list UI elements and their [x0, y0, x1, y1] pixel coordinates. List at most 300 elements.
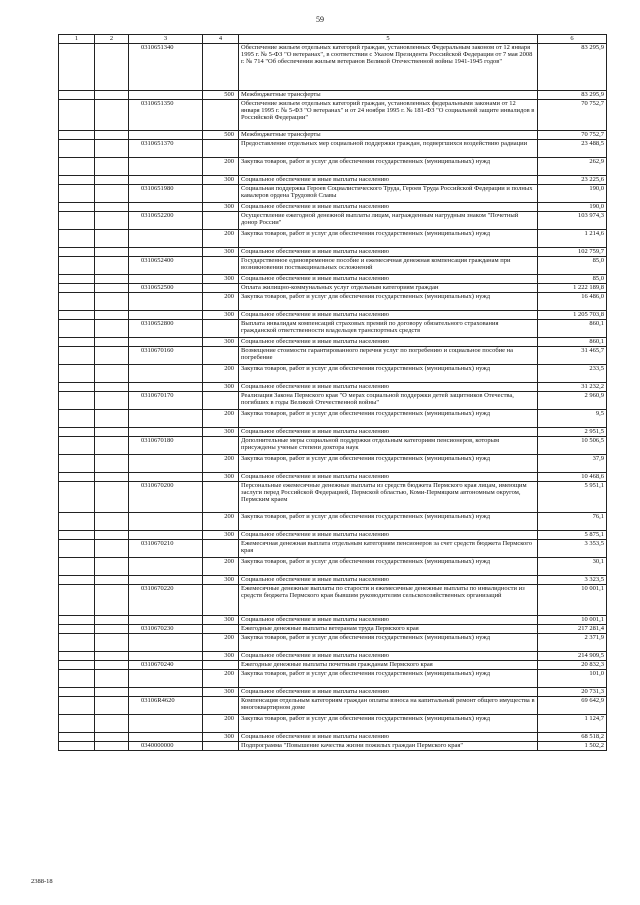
- classification-code: [129, 455, 203, 473]
- cell-col-2: [95, 347, 129, 365]
- amount-value: 5 875,1: [538, 531, 607, 540]
- cell-col-2: [95, 742, 129, 751]
- expense-type-code: 300: [203, 688, 239, 697]
- header-col-4: 4: [203, 35, 239, 44]
- table-row: [59, 293, 607, 311]
- item-description: Закупка товаров, работ и услуг для обеспечения государственных (муниципальных) нужд: [239, 715, 538, 733]
- cell-col-2: [95, 576, 129, 585]
- cell-col-2: [95, 625, 129, 634]
- table-row: [59, 338, 607, 347]
- classification-code: [129, 293, 203, 311]
- item-description: Государственное единовременное пособие и ежемесячная денежная компенсация гражданам при возникновении поствакцинальных осложнений: [239, 257, 538, 275]
- budget-table-container: [58, 34, 606, 751]
- cell-col-1: [59, 257, 95, 275]
- cell-col-1: [59, 625, 95, 634]
- cell-col-1: [59, 473, 95, 482]
- cell-col-1: [59, 158, 95, 176]
- item-description: Ежемесячные денежные выплаты по старости и ежемесячные денежные выплаты по инвалидности из средств бюджета Пермского края бывшим руководителям сельскохозяйственных организаций: [239, 585, 538, 616]
- item-description: Подпрограмма "Повышение качества жизни пожилых граждан Пермского края": [239, 742, 538, 751]
- classification-code: [129, 131, 203, 140]
- item-description: Социальное обеспечение и иные выплаты населению: [239, 383, 538, 392]
- classification-code: [129, 531, 203, 540]
- amount-value: 23 225,6: [538, 176, 607, 185]
- expense-type-code: 300: [203, 652, 239, 661]
- cell-col-2: [95, 715, 129, 733]
- item-description: Закупка товаров, работ и услуг для обеспечения государственных (муниципальных) нужд: [239, 455, 538, 473]
- cell-col-1: [59, 455, 95, 473]
- item-description: Закупка товаров, работ и услуг для обеспечения государственных (муниципальных) нужд: [239, 365, 538, 383]
- expense-type-code: 300: [203, 248, 239, 257]
- cell-col-2: [95, 284, 129, 293]
- cell-col-1: [59, 576, 95, 585]
- table-row: [59, 131, 607, 140]
- item-description: Дополнительные меры социальной поддержки отдельным категориям пенсионеров, которым присуждены ученые степени доктора наук: [239, 437, 538, 455]
- cell-col-2: [95, 230, 129, 248]
- cell-col-2: [95, 428, 129, 437]
- classification-code: [129, 410, 203, 428]
- table-row: [59, 176, 607, 185]
- cell-col-2: [95, 383, 129, 392]
- expense-type-code: 300: [203, 383, 239, 392]
- amount-value: 83 295,9: [538, 44, 607, 91]
- amount-value: 860,1: [538, 338, 607, 347]
- item-description: Закупка товаров, работ и услуг для обеспечения государственных (муниципальных) нужд: [239, 558, 538, 576]
- expense-type-code: [203, 697, 239, 715]
- item-description: Социальное обеспечение и иные выплаты населению: [239, 733, 538, 742]
- cell-col-1: [59, 230, 95, 248]
- table-row: [59, 91, 607, 100]
- cell-col-2: [95, 688, 129, 697]
- cell-col-2: [95, 482, 129, 513]
- cell-col-2: [95, 652, 129, 661]
- expense-type-code: 200: [203, 715, 239, 733]
- item-description: Социальное обеспечение и иные выплаты населению: [239, 473, 538, 482]
- amount-value: 2 960,9: [538, 392, 607, 410]
- amount-value: 1 222 189,8: [538, 284, 607, 293]
- cell-col-2: [95, 513, 129, 531]
- item-description: Выплата инвалидам компенсаций страховых премий по договору обязательного страхования гражданской ответственности владельцев транспортных средств: [239, 320, 538, 338]
- cell-col-1: [59, 652, 95, 661]
- header-col-2: 2: [95, 35, 129, 44]
- classification-code: 0310670200: [129, 482, 203, 513]
- item-description: Закупка товаров, работ и услуг для обеспечения государственных (муниципальных) нужд: [239, 410, 538, 428]
- cell-col-2: [95, 100, 129, 131]
- table-row: [59, 44, 607, 91]
- expense-type-code: [203, 212, 239, 230]
- amount-value: 10 001,1: [538, 616, 607, 625]
- cell-col-2: [95, 733, 129, 742]
- table-row: [59, 652, 607, 661]
- item-description: Компенсация отдельным категориям граждан оплаты взноса на капитальный ремонт общего имущества в многоквартирном доме: [239, 697, 538, 715]
- amount-value: 103 974,3: [538, 212, 607, 230]
- header-col-5: 5: [239, 35, 538, 44]
- cell-col-1: [59, 320, 95, 338]
- cell-col-1: [59, 338, 95, 347]
- cell-col-1: [59, 248, 95, 257]
- amount-value: 69 642,9: [538, 697, 607, 715]
- amount-value: 3 353,5: [538, 540, 607, 558]
- table-row: [59, 284, 607, 293]
- expense-type-code: 200: [203, 455, 239, 473]
- expense-type-code: 200: [203, 410, 239, 428]
- item-description: Межбюджетные трансферты: [239, 131, 538, 140]
- expense-type-code: 300: [203, 275, 239, 284]
- table-row: [59, 742, 607, 751]
- table-row: [59, 715, 607, 733]
- classification-code: [129, 176, 203, 185]
- amount-value: 68 518,2: [538, 733, 607, 742]
- amount-value: 10 506,5: [538, 437, 607, 455]
- classification-code: 0310670210: [129, 540, 203, 558]
- table-row: [59, 185, 607, 203]
- amount-value: 2 371,9: [538, 634, 607, 652]
- expense-type-code: [203, 482, 239, 513]
- amount-value: 10 001,1: [538, 585, 607, 616]
- page-number: 59: [316, 15, 324, 24]
- cell-col-1: [59, 513, 95, 531]
- amount-value: 2 951,5: [538, 428, 607, 437]
- cell-col-1: [59, 176, 95, 185]
- table-row: [59, 625, 607, 634]
- cell-col-2: [95, 338, 129, 347]
- item-description: Ежегодные денежные выплаты почетным гражданам Пермского края: [239, 661, 538, 670]
- expense-type-code: 300: [203, 576, 239, 585]
- cell-col-2: [95, 311, 129, 320]
- amount-value: 30,1: [538, 558, 607, 576]
- expense-type-code: 300: [203, 203, 239, 212]
- classification-code: [129, 688, 203, 697]
- item-description: Социальное обеспечение и иные выплаты населению: [239, 248, 538, 257]
- cell-col-1: [59, 697, 95, 715]
- classification-code: [129, 576, 203, 585]
- cell-col-1: [59, 715, 95, 733]
- cell-col-2: [95, 437, 129, 455]
- expense-type-code: 300: [203, 473, 239, 482]
- classification-code: 0310670180: [129, 437, 203, 455]
- cell-col-1: [59, 140, 95, 158]
- amount-value: 83 295,9: [538, 91, 607, 100]
- expense-type-code: 300: [203, 733, 239, 742]
- cell-col-2: [95, 176, 129, 185]
- table-row: [59, 100, 607, 131]
- item-description: Закупка товаров, работ и услуг для обеспечения государственных (муниципальных) нужд: [239, 670, 538, 688]
- item-description: Социальное обеспечение и иные выплаты населению: [239, 428, 538, 437]
- cell-col-2: [95, 455, 129, 473]
- expense-type-code: 300: [203, 311, 239, 320]
- item-description: Закупка товаров, работ и услуг для обеспечения государственных (муниципальных) нужд: [239, 293, 538, 311]
- item-description: Возмещение стоимости гарантированного перечня услуг по погребению и социальное пособие на погребение: [239, 347, 538, 365]
- item-description: Социальное обеспечение и иные выплаты населению: [239, 531, 538, 540]
- table-row: [59, 140, 607, 158]
- amount-value: 262,9: [538, 158, 607, 176]
- table-row: [59, 158, 607, 176]
- header-col-1: 1: [59, 35, 95, 44]
- expense-type-code: [203, 284, 239, 293]
- amount-value: 85,0: [538, 257, 607, 275]
- cell-col-1: [59, 91, 95, 100]
- classification-code: 0340000000: [129, 742, 203, 751]
- classification-code: [129, 558, 203, 576]
- amount-value: 23 488,5: [538, 140, 607, 158]
- expense-type-code: 200: [203, 293, 239, 311]
- cell-col-2: [95, 616, 129, 625]
- classification-code: 03106R4620: [129, 697, 203, 715]
- table-row: [59, 212, 607, 230]
- cell-col-1: [59, 212, 95, 230]
- cell-col-2: [95, 320, 129, 338]
- cell-col-2: [95, 185, 129, 203]
- amount-value: 76,1: [538, 513, 607, 531]
- classification-code: [129, 428, 203, 437]
- item-description: Закупка товаров, работ и услуг для обеспечения государственных (муниципальных) нужд: [239, 634, 538, 652]
- cell-col-2: [95, 670, 129, 688]
- expense-type-code: 200: [203, 365, 239, 383]
- cell-col-2: [95, 697, 129, 715]
- table-row: [59, 437, 607, 455]
- table-row: [59, 392, 607, 410]
- cell-col-1: [59, 585, 95, 616]
- table-row: [59, 275, 607, 284]
- item-description: Социальное обеспечение и иные выплаты населению: [239, 176, 538, 185]
- amount-value: 3 323,5: [538, 576, 607, 585]
- expense-type-code: [203, 540, 239, 558]
- expense-type-code: 200: [203, 513, 239, 531]
- amount-value: 1 124,7: [538, 715, 607, 733]
- cell-col-1: [59, 670, 95, 688]
- classification-code: 0310651350: [129, 100, 203, 131]
- table-row: [59, 311, 607, 320]
- expense-type-code: [203, 742, 239, 751]
- expense-type-code: [203, 185, 239, 203]
- cell-col-2: [95, 392, 129, 410]
- cell-col-2: [95, 634, 129, 652]
- item-description: Социальное обеспечение и иные выплаты населению: [239, 652, 538, 661]
- expense-type-code: [203, 661, 239, 670]
- classification-code: 0310670240: [129, 661, 203, 670]
- amount-value: 1 214,6: [538, 230, 607, 248]
- table-row: [59, 428, 607, 437]
- classification-code: 0310651340: [129, 44, 203, 91]
- table-row: [59, 203, 607, 212]
- expense-type-code: 200: [203, 558, 239, 576]
- budget-table: [58, 34, 607, 751]
- amount-value: 102 759,7: [538, 248, 607, 257]
- table-row: [59, 670, 607, 688]
- table-row: [59, 558, 607, 576]
- item-description: Ежемесячная денежная выплата отдельным категориям пенсионеров за счет средств бюджета Пермского края: [239, 540, 538, 558]
- item-description: Реализация Закона Пермского края "О мерах социальной поддержки детей защитников Отечества, погибших в годы Великой Отечественной войны": [239, 392, 538, 410]
- amount-value: 190,0: [538, 185, 607, 203]
- classification-code: [129, 652, 203, 661]
- cell-col-2: [95, 158, 129, 176]
- classification-code: [129, 203, 203, 212]
- cell-col-1: [59, 428, 95, 437]
- table-row: [59, 576, 607, 585]
- cell-col-1: [59, 616, 95, 625]
- classification-code: 0310652500: [129, 284, 203, 293]
- cell-col-2: [95, 473, 129, 482]
- cell-col-2: [95, 248, 129, 257]
- cell-col-2: [95, 212, 129, 230]
- table-row: [59, 733, 607, 742]
- item-description: Социальное обеспечение и иные выплаты населению: [239, 203, 538, 212]
- cell-col-2: [95, 203, 129, 212]
- cell-col-1: [59, 44, 95, 91]
- header-col-6: 6: [538, 35, 607, 44]
- item-description: Социальное обеспечение и иные выплаты населению: [239, 616, 538, 625]
- table-row: [59, 634, 607, 652]
- classification-code: [129, 670, 203, 688]
- expense-type-code: [203, 347, 239, 365]
- cell-col-1: [59, 531, 95, 540]
- expense-type-code: [203, 140, 239, 158]
- cell-col-1: [59, 284, 95, 293]
- expense-type-code: [203, 100, 239, 131]
- amount-value: 190,0: [538, 203, 607, 212]
- amount-value: 16 486,0: [538, 293, 607, 311]
- table-body: [59, 44, 607, 751]
- classification-code: [129, 365, 203, 383]
- expense-type-code: 200: [203, 670, 239, 688]
- classification-code: [129, 338, 203, 347]
- cell-col-1: [59, 365, 95, 383]
- table-row: [59, 347, 607, 365]
- amount-value: 70 752,7: [538, 131, 607, 140]
- table-row: [59, 248, 607, 257]
- document-code: 2388-18: [31, 878, 53, 885]
- amount-value: 5 951,1: [538, 482, 607, 513]
- classification-code: 0310670220: [129, 585, 203, 616]
- cell-col-1: [59, 742, 95, 751]
- expense-type-code: [203, 392, 239, 410]
- cell-col-1: [59, 437, 95, 455]
- amount-value: 20 832,3: [538, 661, 607, 670]
- amount-value: 70 752,7: [538, 100, 607, 131]
- classification-code: [129, 383, 203, 392]
- cell-col-2: [95, 140, 129, 158]
- item-description: Осуществление ежегодной денежной выплаты лицам, награжденным нагрудным знаком "Почетный донор России": [239, 212, 538, 230]
- table-row: [59, 513, 607, 531]
- table-row: [59, 661, 607, 670]
- cell-col-1: [59, 733, 95, 742]
- cell-col-2: [95, 540, 129, 558]
- table-row: [59, 257, 607, 275]
- cell-col-2: [95, 365, 129, 383]
- amount-value: 37,9: [538, 455, 607, 473]
- table-row: [59, 230, 607, 248]
- classification-code: [129, 311, 203, 320]
- item-description: Социальная поддержка Героев Социалистического Труда, Героев Труда Российской Федерации и полных кавалеров ордена Трудовой Славы: [239, 185, 538, 203]
- header-col-3: 3: [129, 35, 203, 44]
- classification-code: 0310670170: [129, 392, 203, 410]
- cell-col-1: [59, 100, 95, 131]
- expense-type-code: [203, 44, 239, 91]
- cell-col-1: [59, 383, 95, 392]
- table-row: [59, 531, 607, 540]
- cell-col-2: [95, 275, 129, 284]
- classification-code: [129, 715, 203, 733]
- expense-type-code: 300: [203, 616, 239, 625]
- amount-value: 860,1: [538, 320, 607, 338]
- expense-type-code: 200: [203, 158, 239, 176]
- cell-col-1: [59, 661, 95, 670]
- cell-col-2: [95, 410, 129, 428]
- item-description: Оплата жилищно-коммунальных услуг отдельным категориям граждан: [239, 284, 538, 293]
- amount-value: 31 232,2: [538, 383, 607, 392]
- expense-type-code: [203, 437, 239, 455]
- classification-code: 0310652800: [129, 320, 203, 338]
- cell-col-1: [59, 688, 95, 697]
- table-row: [59, 482, 607, 513]
- classification-code: 0310670230: [129, 625, 203, 634]
- item-description: Социальное обеспечение и иные выплаты населению: [239, 275, 538, 284]
- item-description: Социальное обеспечение и иные выплаты населению: [239, 688, 538, 697]
- table-row: [59, 455, 607, 473]
- cell-col-1: [59, 392, 95, 410]
- expense-type-code: [203, 625, 239, 634]
- classification-code: [129, 248, 203, 257]
- table-row: [59, 410, 607, 428]
- amount-value: 1 502,2: [538, 742, 607, 751]
- expense-type-code: [203, 585, 239, 616]
- cell-col-1: [59, 185, 95, 203]
- table-row: [59, 688, 607, 697]
- cell-col-2: [95, 91, 129, 100]
- item-description: Социальное обеспечение и иные выплаты населению: [239, 576, 538, 585]
- classification-code: [129, 634, 203, 652]
- cell-col-1: [59, 540, 95, 558]
- classification-code: [129, 158, 203, 176]
- cell-col-2: [95, 257, 129, 275]
- table-row: [59, 383, 607, 392]
- amount-value: 233,5: [538, 365, 607, 383]
- table-header-row: [59, 35, 607, 44]
- cell-col-2: [95, 661, 129, 670]
- cell-col-2: [95, 531, 129, 540]
- table-row: [59, 365, 607, 383]
- item-description: Персональные ежемесячные денежные выплаты из средств бюджета Пермского края лицам, имеющим заслуги перед Российской Федерацией, Пермской областью, Коми-Пермяцким автономным округом, Пермским краем: [239, 482, 538, 513]
- expense-type-code: 500: [203, 131, 239, 140]
- cell-col-2: [95, 558, 129, 576]
- cell-col-1: [59, 203, 95, 212]
- cell-col-1: [59, 275, 95, 284]
- classification-code: 0310651370: [129, 140, 203, 158]
- expense-type-code: 500: [203, 91, 239, 100]
- amount-value: 1 205 703,8: [538, 311, 607, 320]
- classification-code: [129, 91, 203, 100]
- classification-code: [129, 230, 203, 248]
- expense-type-code: 300: [203, 531, 239, 540]
- classification-code: 0310652400: [129, 257, 203, 275]
- classification-code: 0310651980: [129, 185, 203, 203]
- cell-col-1: [59, 410, 95, 428]
- table-row: [59, 473, 607, 482]
- cell-col-2: [95, 585, 129, 616]
- cell-col-2: [95, 131, 129, 140]
- table-row: [59, 585, 607, 616]
- cell-col-1: [59, 131, 95, 140]
- item-description: Межбюджетные трансферты: [239, 91, 538, 100]
- cell-col-1: [59, 558, 95, 576]
- cell-col-1: [59, 634, 95, 652]
- item-description: Закупка товаров, работ и услуг для обеспечения государственных (муниципальных) нужд: [239, 158, 538, 176]
- expense-type-code: [203, 257, 239, 275]
- expense-type-code: 300: [203, 338, 239, 347]
- expense-type-code: 300: [203, 428, 239, 437]
- classification-code: [129, 473, 203, 482]
- item-description: Социальное обеспечение и иные выплаты населению: [239, 338, 538, 347]
- classification-code: 0310670160: [129, 347, 203, 365]
